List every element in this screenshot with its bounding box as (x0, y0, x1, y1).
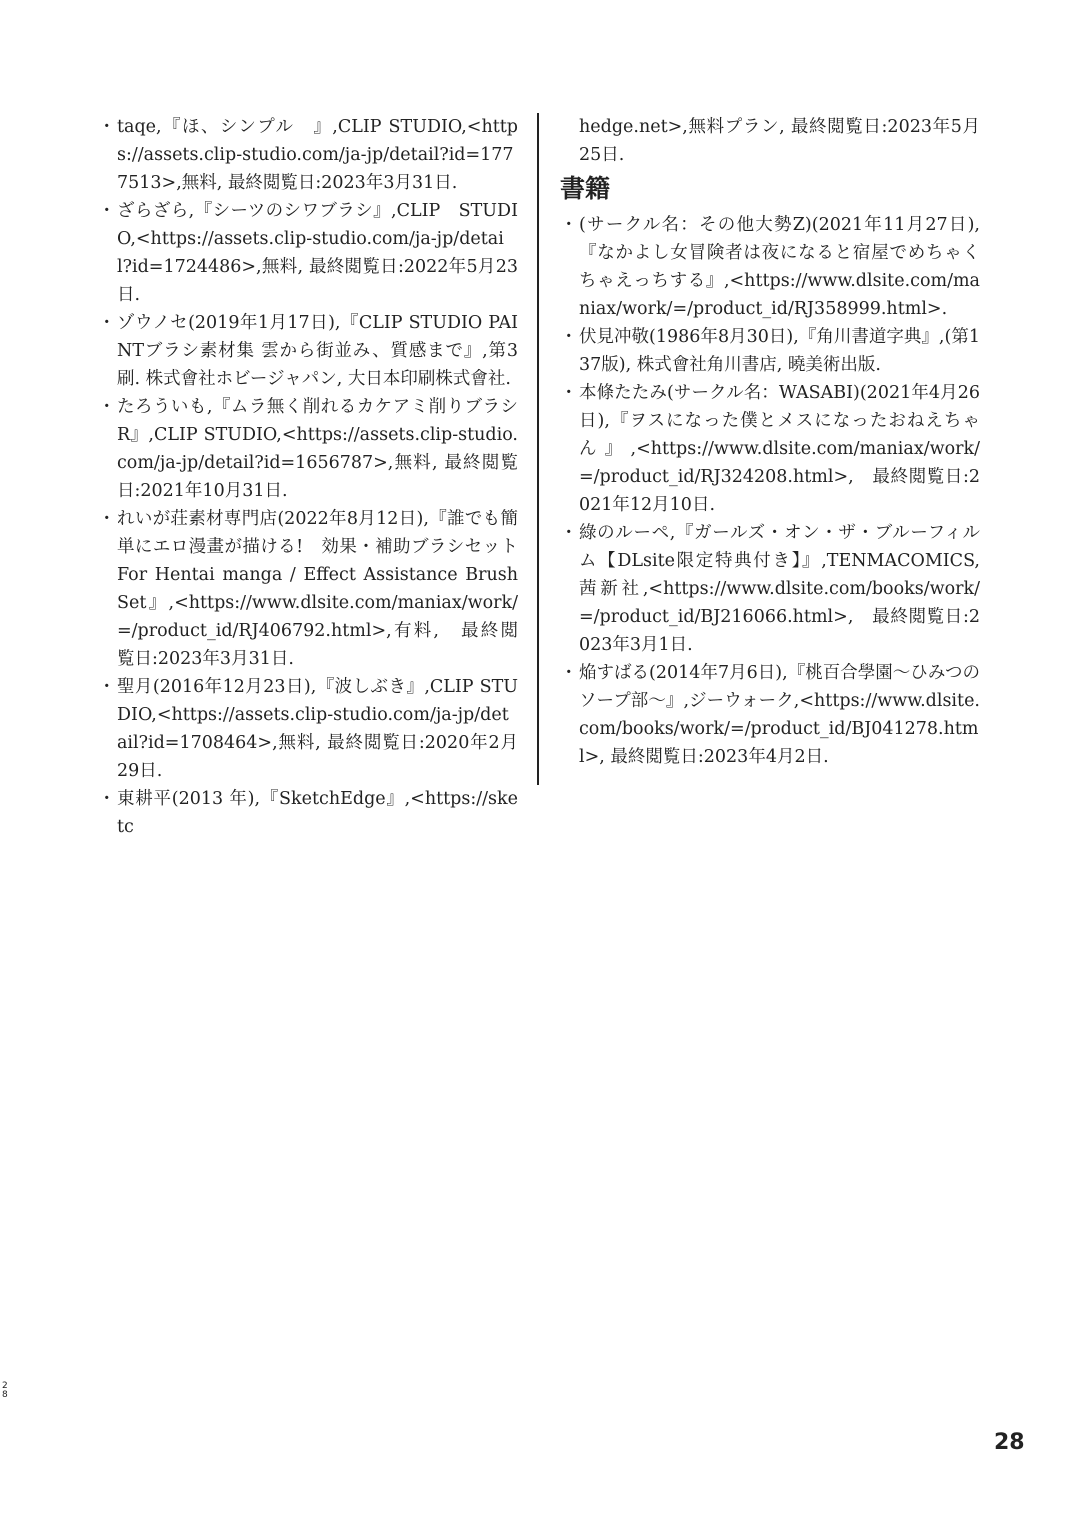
page-number: 28 (994, 1430, 1025, 1455)
reference-entry: ・ たろういも,『ムラ無く削れるカケアミ削りブラシR』,CLIP STUDIO,<https://assets.clip-studio.com/ja-jp/detail?id=1656787>,無料, 最終閲覧日:2021年10月31日. (98, 393, 518, 505)
reference-entry: ・ (サークル名：その他大勢Z)(2021年11月27日),『なかよし女冒険者は夜になると宿屋でめちゃくちゃえっちする』,<https://www.dlsite.com/maniax/work/=/product_id/RJ358999.html>. (560, 211, 980, 323)
left-column (98, 113, 518, 841)
side-page-number: 28 (2, 1381, 8, 1400)
column-divider (537, 113, 539, 785)
reference-entry: ・ 東耕平(2013 年),『SketchEdge』,<https://sketc (98, 785, 518, 841)
reference-entry: ・ れいが荘素材専門店(2022年8月12日),『誰でも簡単にエロ漫畫が描ける! 効果・補助ブラシセット For Hentai manga / Effect Assistance Brush Set』,<https://www.dlsite.com/maniax/work/=/product_id/RJ406792.html>,有料, 最終閲覧日:2023年3月31日. (98, 505, 518, 673)
reference-entry: ・ ゾウノセ(2019年1月17日),『CLIP STUDIO PAINTブラシ素材集 雲から街並み、質感まで』,第3刷. 株式會社ホビージャパン, 大日本印刷株式會社. (98, 309, 518, 393)
reference-entry: ・ 聖月(2016年12月23日),『波しぶき』,CLIP STUDIO,<https://assets.clip-studio.com/ja-jp/detail?id=1708464>,無料, 最終閲覧日:2020年2月29日. (98, 673, 518, 785)
reference-entry: ・ 本條たたみ(サークル名：WASABI)(2021年4月26日),『ヲスになった僕とメスになったおねえちゃん』,<https://www.dlsite.com/maniax/work/=/product_id/RJ324208.html>, 最終閲覧日:2021年12月10日. (560, 379, 980, 519)
reference-entry: ・ 綠のルーペ,『ガールズ・オン・ザ・ブルーフィルム【DLsite限定特典付き】』,TENMACOMICS, 茜新社,<https://www.dlsite.com/books/work/=/product_id/BJ216066.html>, 最終閲覧日:2023年3月1日. (560, 519, 980, 659)
reference-entry: ・ 伏見冲敬(1986年8月30日),『角川書道字典』,(第137版), 株式會社角川書店, 曉美術出版. (560, 323, 980, 379)
section-title-books: 書籍 (560, 174, 611, 203)
reference-entry: ・ taqe,『ほ、シンプル 』,CLIP STUDIO,<https://assets.clip-studio.com/ja-jp/detail?id=1777513>,無料, 最終閲覧日:2023年3月31日. (98, 113, 518, 197)
reference-entry: ・ ざらざら,『シーツのシワブラシ』,CLIP STUDIO,<https://assets.clip-studio.com/ja-jp/detail?id=1724486>,無料, 最終閲覧日:2022年5月23日. (98, 197, 518, 309)
reference-continuation: hedge.net>,無料プラン, 最終閲覧日:2023年5月25日. (579, 117, 980, 165)
right-column (560, 113, 980, 771)
reference-entry: ・ 焔すばる(2014年7月6日),『桃百合學園〜ひみつのソープ部〜』,ジーウォーク,<https://www.dlsite.com/books/work/=/product_id/BJ041278.html>, 最終閲覧日:2023年4月2日. (560, 659, 980, 771)
